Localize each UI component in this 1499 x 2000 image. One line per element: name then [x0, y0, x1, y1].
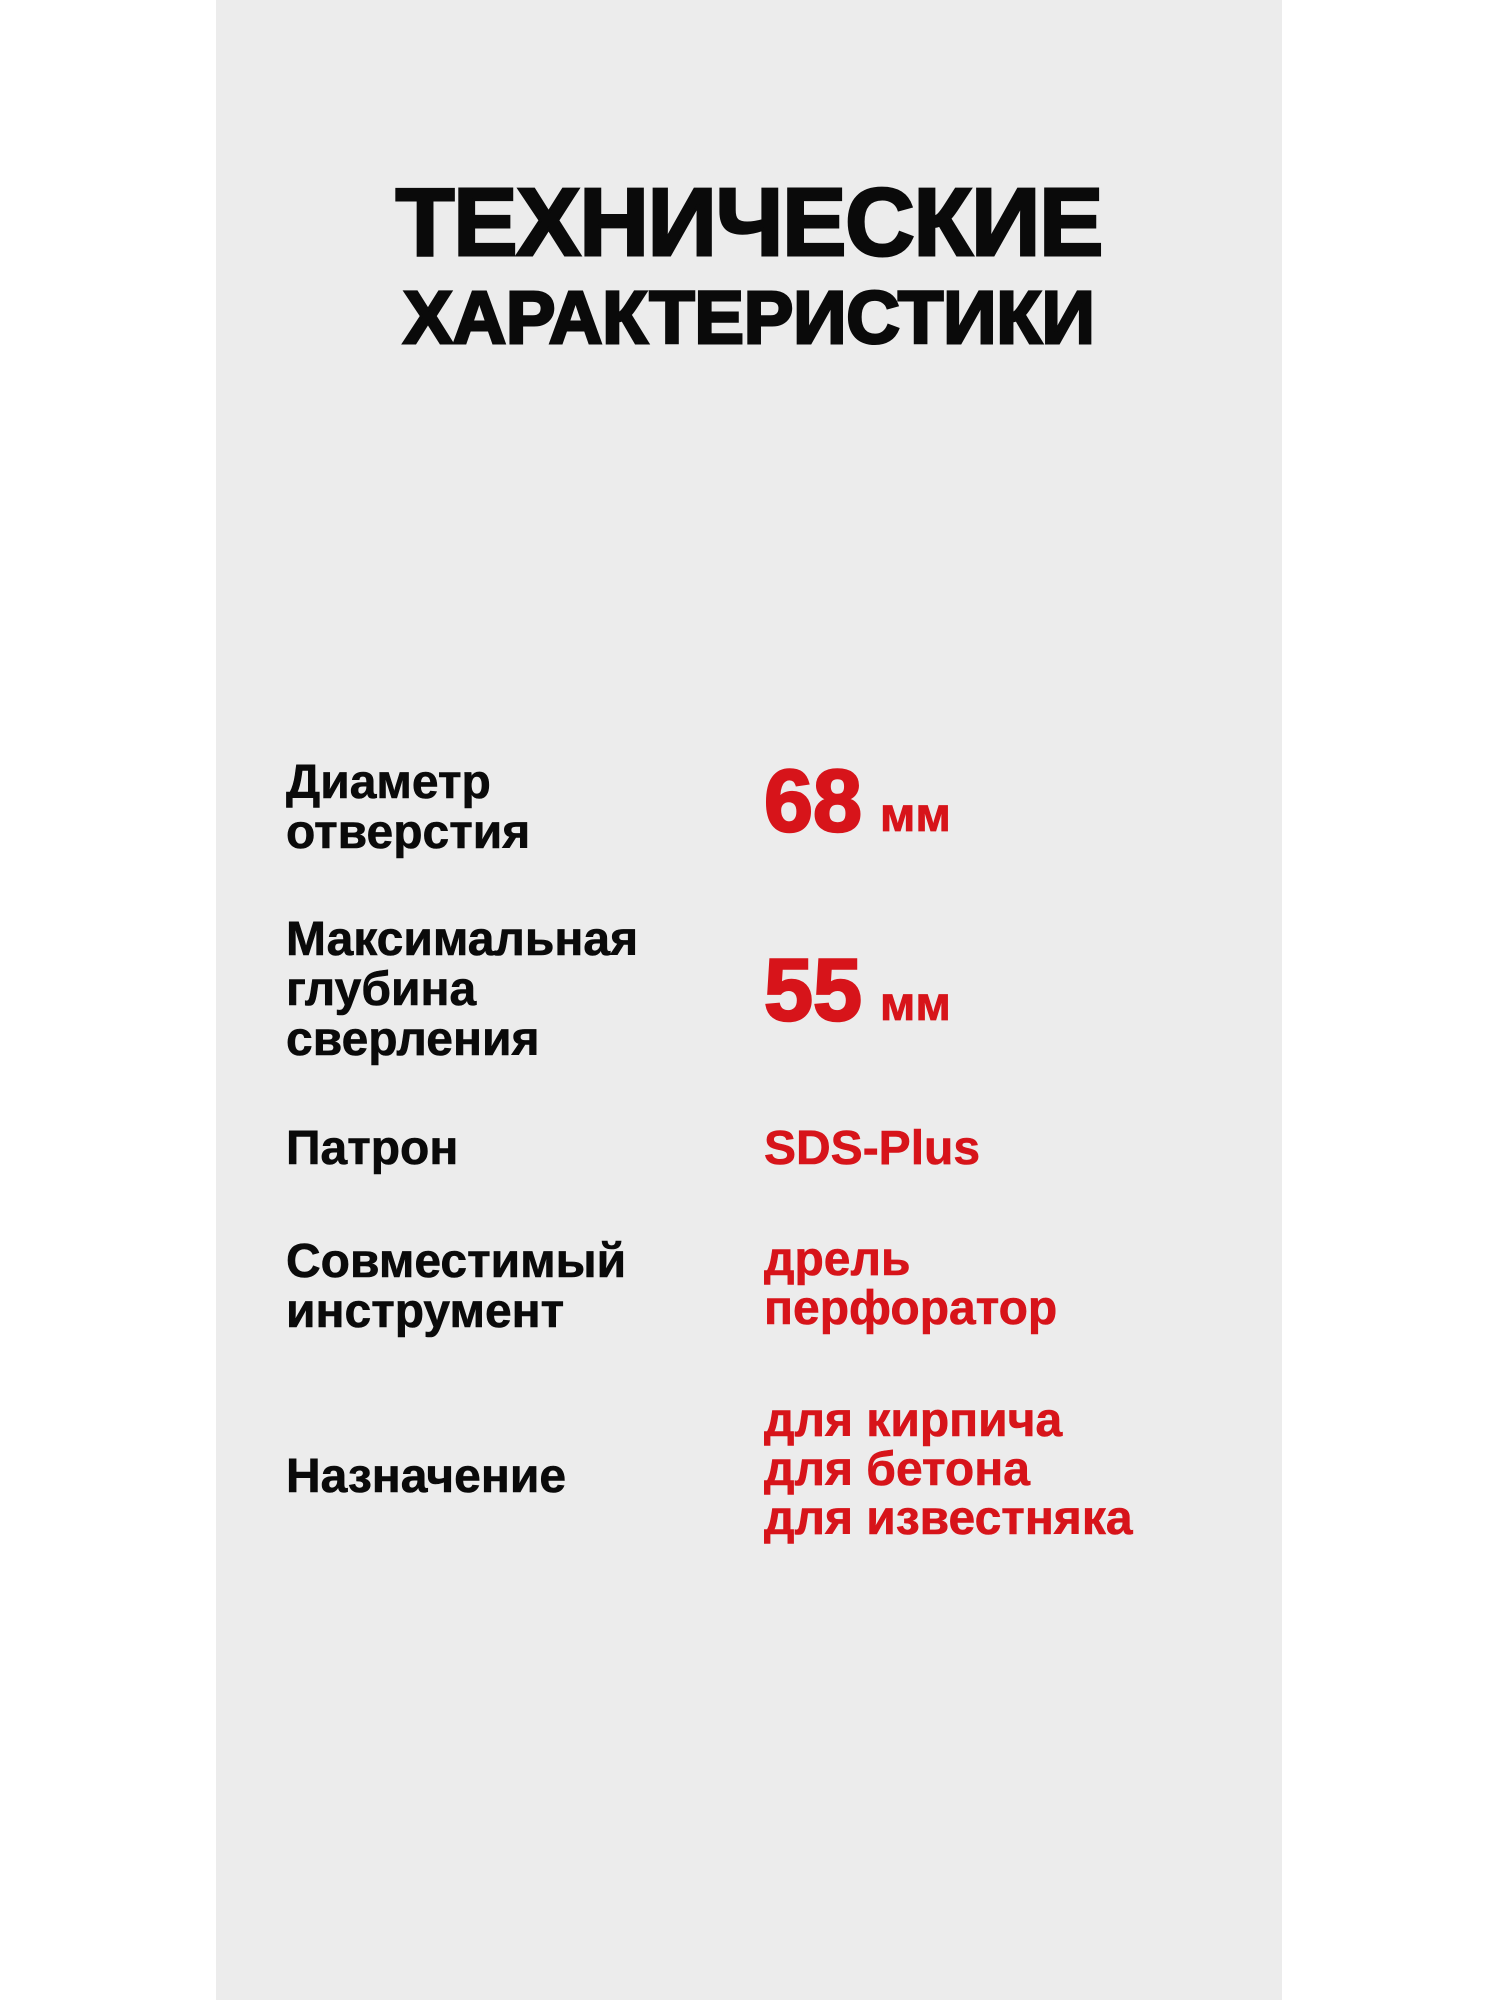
- spec-card: [216, 0, 1282, 2000]
- spec-label-purpose: Назначение: [286, 1450, 567, 1503]
- spec-value-diameter: [764, 753, 951, 849]
- spec-value-compatible-tool: дрель перфоратор: [764, 1233, 1058, 1335]
- spec-value-number: 68: [764, 751, 862, 850]
- spec-value-number: 55: [764, 940, 862, 1039]
- spec-label-diameter: Диаметр отверстия: [286, 756, 531, 859]
- page-subtitle: ХАРАКТЕРИСТИКИ: [403, 276, 1095, 359]
- spec-value-chuck: SDS-Plus: [764, 1122, 981, 1175]
- spec-value-unit: мм: [879, 978, 951, 1031]
- spec-label-chuck: Патрон: [286, 1122, 459, 1175]
- page-title: ТЕХНИЧЕСКИЕ: [395, 169, 1103, 276]
- spec-label-max-depth: Максимальная глубина сверления: [286, 913, 639, 1066]
- spec-value-max-depth: [764, 942, 951, 1038]
- spec-label-compatible-tool: Совместимый инструмент: [286, 1235, 627, 1338]
- spec-value-purpose: для кирпича для бетона для известняка: [764, 1394, 1133, 1545]
- spec-value-unit: мм: [879, 789, 951, 842]
